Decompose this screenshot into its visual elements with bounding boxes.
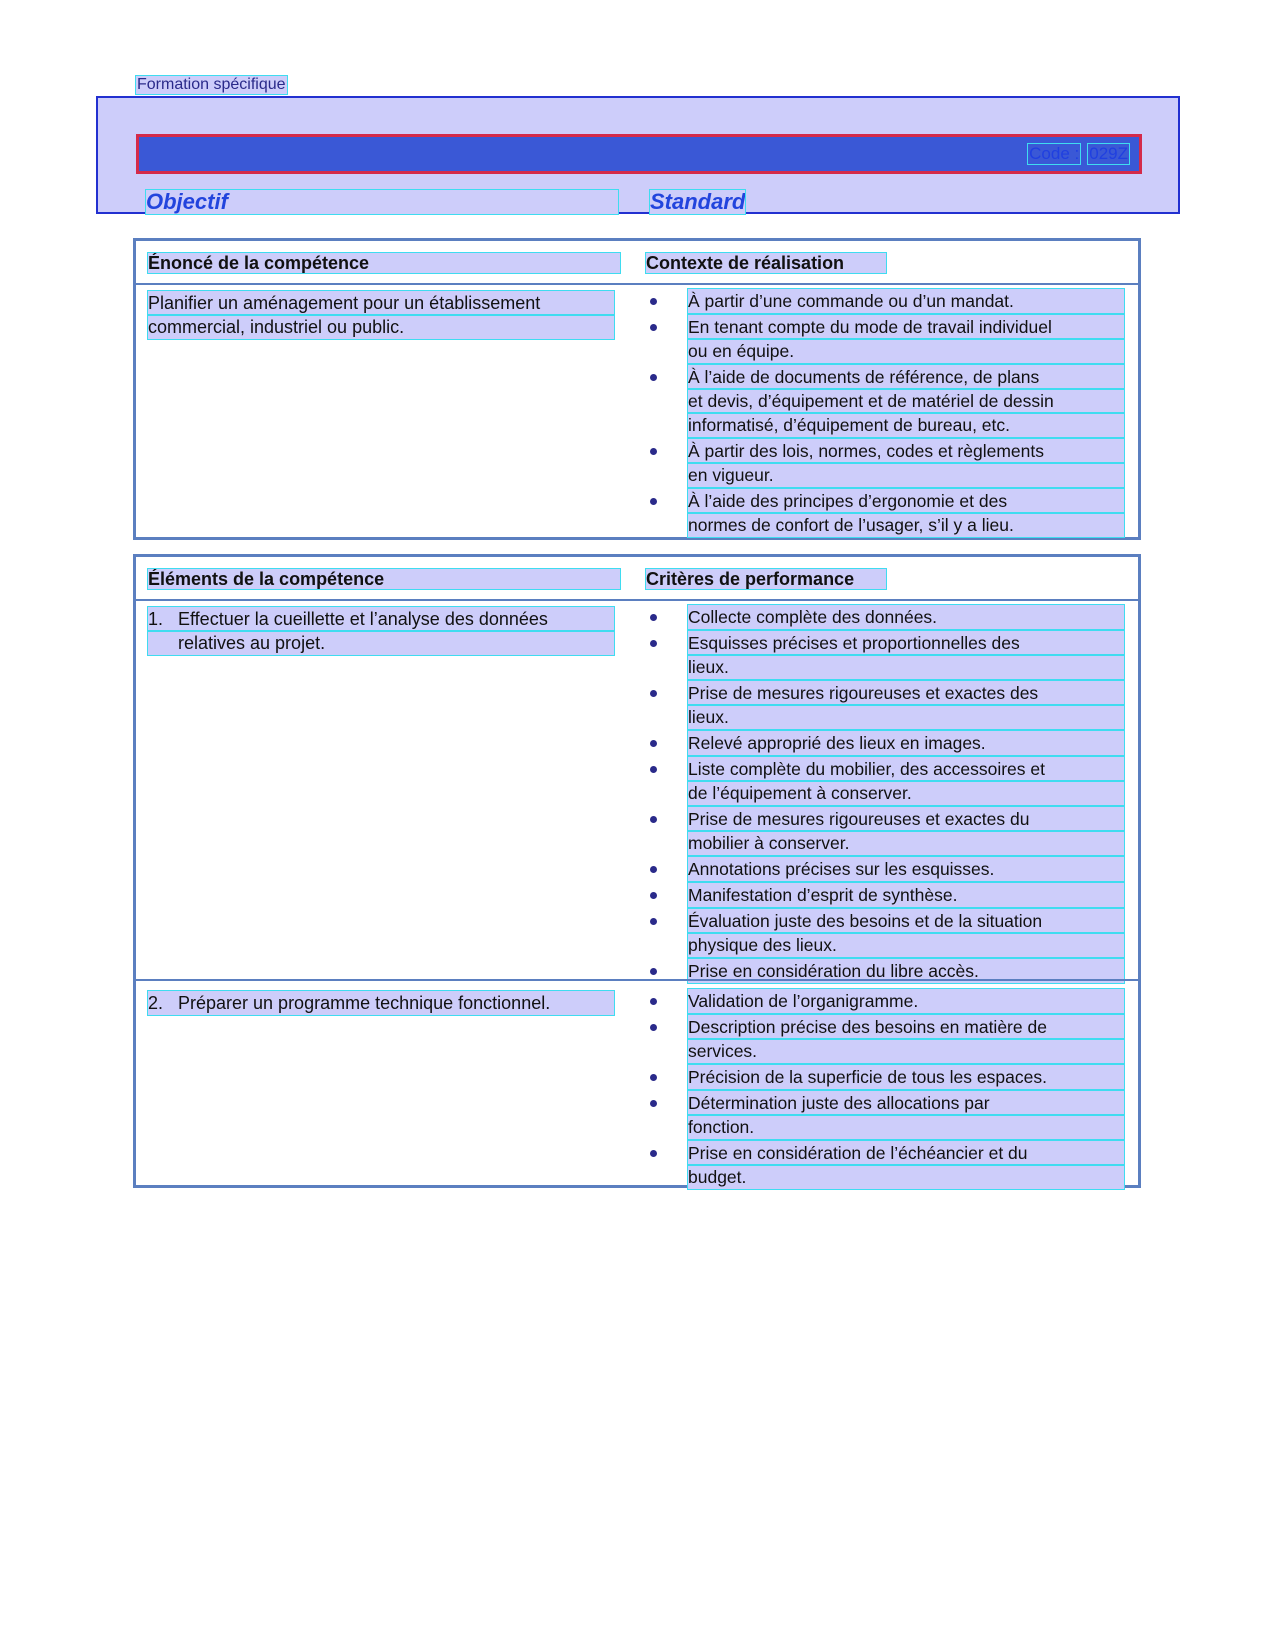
item-line: Esquisses précises et proportionnelles des (688, 631, 1124, 655)
list-item (644, 605, 1124, 629)
bullet-icon (650, 640, 657, 647)
item-line: Prise de mesures rigoureuses et exactes du (688, 807, 1124, 831)
elements-box (133, 554, 1141, 1188)
item-line: Liste complète du mobilier, des accessoires et (688, 757, 1124, 781)
list-item (644, 731, 1124, 755)
list-item (644, 289, 1124, 313)
item-line: À partir d’une commande ou d’un mandat. (688, 289, 1124, 313)
element-number: 1. (148, 609, 164, 629)
element-line (148, 991, 614, 1015)
element-line (148, 607, 614, 631)
item-line: Précision de la superficie de tous les espaces. (688, 1065, 1124, 1089)
list-item (644, 757, 1124, 805)
item-line: À partir des lois, normes, codes et règlements (688, 439, 1124, 463)
statement-line: Planifier un aménagement pour un établissement (148, 291, 614, 315)
competence-statement (148, 291, 614, 339)
list-item (644, 1091, 1124, 1139)
bullet-icon (650, 614, 657, 621)
bullet-icon (650, 918, 657, 925)
list-item (644, 909, 1124, 957)
item-line: lieux. (688, 655, 1124, 679)
list-item (644, 365, 1124, 437)
code-value: 029Z (1089, 144, 1128, 163)
bullet-icon (650, 892, 657, 899)
list-item (644, 439, 1124, 487)
list-item (644, 1065, 1124, 1089)
objectif-title: Objectif (146, 190, 618, 214)
item-line: informatisé, d’équipement de bureau, etc. (688, 413, 1124, 437)
item-line: et devis, d’équipement et de matériel de dessin (688, 389, 1124, 413)
item-line: physique des lieux. (688, 933, 1124, 957)
item-line: Manifestation d’esprit de synthèse. (688, 883, 1124, 907)
formation-label: Formation spécifique (137, 76, 286, 93)
list-item (644, 681, 1124, 729)
item-line: Validation de l’organigramme. (688, 989, 1124, 1013)
list-item (644, 1141, 1124, 1189)
list-item (644, 1015, 1124, 1063)
item-line: Annotations précises sur les esquisses. (688, 857, 1124, 881)
item-line: Prise en considération du libre accès. (688, 959, 1124, 983)
bullet-icon (650, 1024, 657, 1031)
bullet-icon (650, 740, 657, 747)
element-1 (148, 607, 614, 655)
bullet-icon (650, 498, 657, 505)
criteres-title: Critères de performance (646, 569, 886, 589)
contexte-list (644, 289, 1124, 539)
list-item (644, 989, 1124, 1013)
bullet-icon (650, 866, 657, 873)
item-line: Relevé approprié des lieux en images. (688, 731, 1124, 755)
item-line: en vigueur. (688, 463, 1124, 487)
bullet-icon (650, 690, 657, 697)
item-line: Évaluation juste des besoins et de la situation (688, 909, 1124, 933)
bullet-icon (650, 374, 657, 381)
bullet-icon (650, 1150, 657, 1157)
enonce-title: Énoncé de la compétence (148, 253, 620, 273)
element-text: Préparer un programme technique fonctionnel. (178, 993, 551, 1013)
row-divider (136, 979, 1138, 981)
list-item (644, 857, 1124, 881)
bullet-icon (650, 1074, 657, 1081)
item-line: En tenant compte du mode de travail individuel (688, 315, 1124, 339)
item-line: services. (688, 1039, 1124, 1063)
contexte-title: Contexte de réalisation (646, 253, 886, 273)
criteres-list-1 (644, 605, 1124, 985)
item-line: Collecte complète des données. (688, 605, 1124, 629)
element-number: 2. (148, 993, 164, 1013)
item-line: Détermination juste des allocations par (688, 1091, 1124, 1115)
list-item (644, 631, 1124, 679)
item-line: À l’aide des principes d’ergonomie et des (688, 489, 1124, 513)
item-line: mobilier à conserver. (688, 831, 1124, 855)
item-line: lieux. (688, 705, 1124, 729)
competence-box-header (136, 241, 1138, 285)
bullet-icon (650, 998, 657, 1005)
bullet-icon (650, 324, 657, 331)
criteres-list-2 (644, 989, 1124, 1191)
code-display (1028, 144, 1129, 164)
item-line: fonction. (688, 1115, 1124, 1139)
element-text: Effectuer la cueillette et l’analyse des données (178, 609, 548, 629)
bullet-icon (650, 766, 657, 773)
bullet-icon (650, 816, 657, 823)
item-line: À l’aide de documents de référence, de plans (688, 365, 1124, 389)
standard-title: Standard (650, 189, 746, 214)
item-line: de l’équipement à conserver. (688, 781, 1124, 805)
competence-box (133, 238, 1141, 540)
bullet-icon (650, 1100, 657, 1107)
code-bar (136, 134, 1142, 174)
list-item (644, 883, 1124, 907)
elements-box-header (136, 557, 1138, 601)
list-item (644, 807, 1124, 855)
item-line: Prise de mesures rigoureuses et exactes des (688, 681, 1124, 705)
item-line: ou en équipe. (688, 339, 1124, 363)
elements-title: Éléments de la compétence (148, 569, 620, 589)
bullet-icon (650, 448, 657, 455)
bullet-icon (650, 968, 657, 975)
element-line: relatives au projet. (148, 631, 614, 655)
item-line: Prise en considération de l’échéancier et du (688, 1141, 1124, 1165)
header-band (96, 96, 1180, 214)
item-line: Description précise des besoins en matière de (688, 1015, 1124, 1039)
bullet-icon (650, 298, 657, 305)
item-line: budget. (688, 1165, 1124, 1189)
element-2 (148, 991, 614, 1015)
code-label: Code : (1029, 144, 1080, 163)
item-line: normes de confort de l’usager, s’il y a lieu. (688, 513, 1124, 537)
list-item (644, 315, 1124, 363)
statement-line: commercial, industriel ou public. (148, 315, 614, 339)
list-item (644, 489, 1124, 537)
